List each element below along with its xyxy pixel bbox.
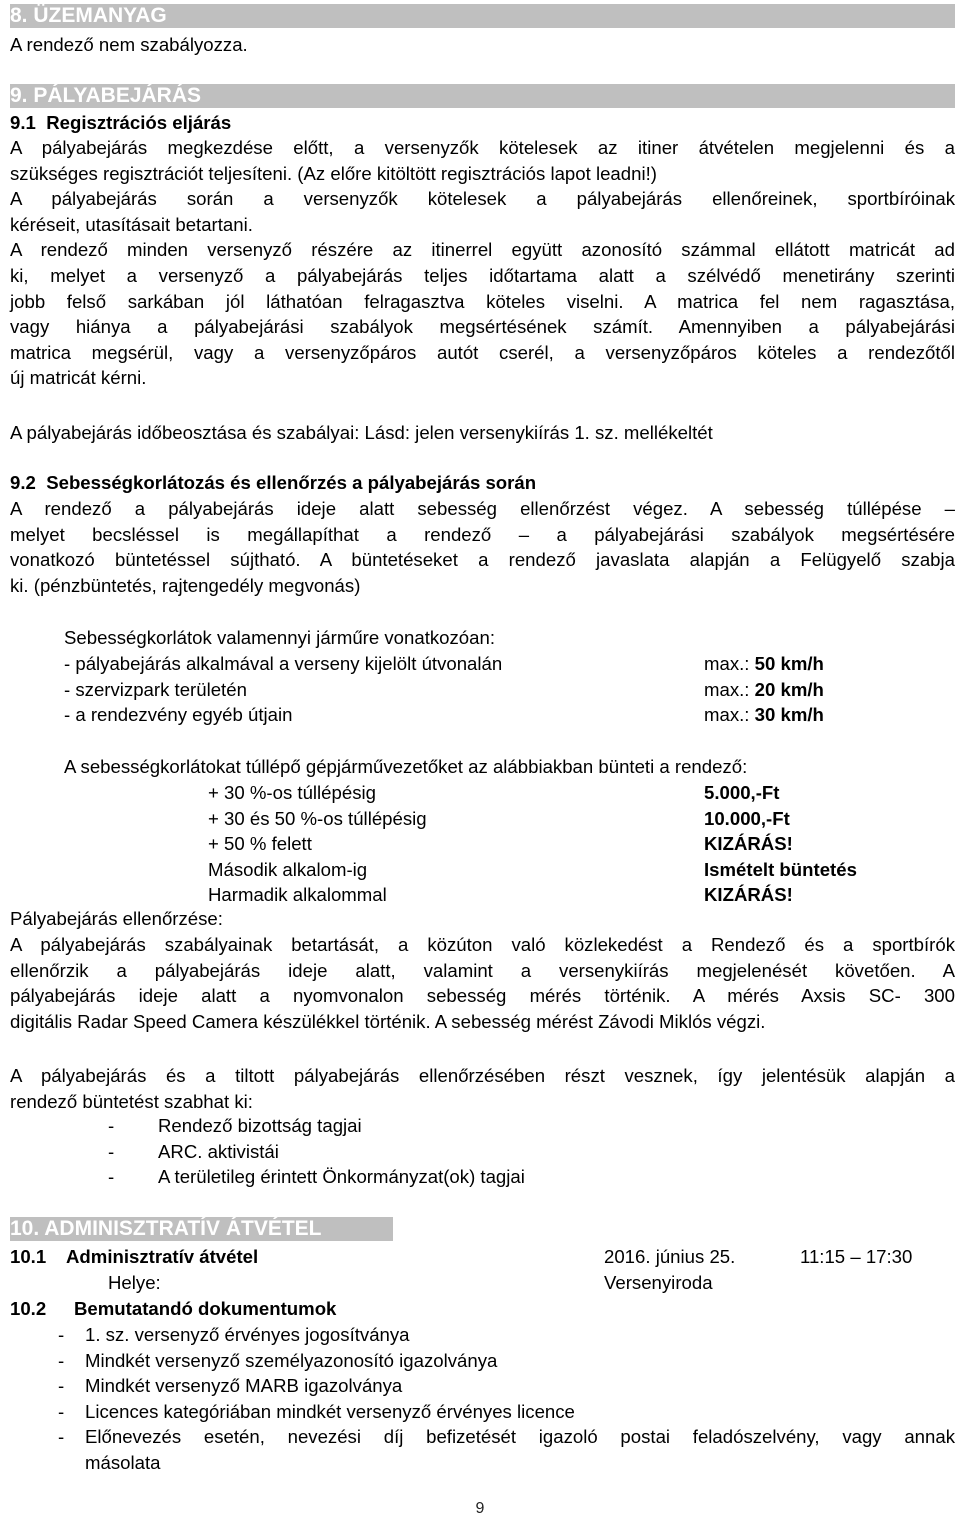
subsection-title: Bemutatandó dokumentumok [74,1298,337,1319]
limit-label: - a rendezvény egyéb útjain [64,704,293,726]
text-line: vagy hiánya a pályabejárási szabályok megsértésének számít. Amennyiben a pályabejárási [10,316,955,338]
limit-label: - szervizpark területén [64,678,247,700]
section-10-heading: 10. ADMINISZTRATÍV ÁTVÉTEL [10,1217,393,1241]
subsection-title: Adminisztratív átvétel [66,1246,259,1267]
list-item-continuation [58,1450,955,1476]
text-line: matrica megsérül, vagy a versenyzőpáros autót cserél, a versenyzőpáros köteles a rendezőtől [10,341,955,363]
speed-limit-row [64,702,924,728]
penalty-value: 10.000,-Ft [704,807,790,829]
text-line: jobb felső sarkában jól láthatóan felragasztva köteles viselni. A matrica fel nem ragasztása, [10,290,955,312]
reporters-list [108,1113,525,1190]
list-item: - ARC. aktivistái [108,1139,525,1165]
speed-limits-list [64,651,924,728]
text-line: A pályabejárás és a tiltott pályabejárás ellenőrzésében részt vesznek, így jelentésük alapján a [10,1065,955,1086]
list-item: - A területileg érintett Önkormányzat(ok) tagjai [108,1164,525,1190]
text-line: melyet becsléssel is megállapíthat a rendező – a pályabejárási szabályok megsértésére [10,523,955,545]
text-line: új matricát kérni. [10,367,147,389]
speed-limit-row [64,651,924,677]
subsection-9-2-title: 9.2 Sebességkorlátozás és ellenőrzés a pályabejárás során [10,472,537,493]
penalty-row [208,857,908,883]
penalty-value: KIZÁRÁS! [704,884,793,906]
place-label: Helye: [108,1272,161,1293]
text-line: digitális Radar Speed Camera készülékkel történik. A sebesség mérést Závodi Miklós végzi. [10,1010,766,1032]
penalty-value: KIZÁRÁS! [704,833,793,855]
list-item: - Mindkét versenyző személyazonosító igazolványa [58,1348,955,1374]
limit-value: 30 km/h [754,704,824,726]
paragraph-check [10,932,955,1034]
paragraph-reporters [10,1063,955,1114]
text-line: A pályabejárás szabályainak betartását, a közúton való közlekedést a Rendező és a sportbírók [10,934,955,955]
section-8-heading: 8. ÜZEMANYAG [10,4,955,28]
limit-value: 50 km/h [754,653,824,674]
subsection-10-2 [10,1296,336,1322]
text-line: ellenőrzik a pályabejárás ideje alatt, valamint a versenykiírás megjelenését követően. A [10,959,955,981]
list-item-text: Mindkét versenyző MARB igazolványa [85,1375,403,1397]
section-9-heading: 9. PÁLYABEJÁRÁS [10,84,955,108]
text-line: ki. (pénzbüntetés, rajtengedély megvonás) [10,574,361,596]
paragraph-speed-control [10,496,955,598]
text-line: A rendező a pályabejárás ideje alatt sebesség ellenőrzést végez. A sebesség túllépése – [10,498,955,519]
subsection-9-1-title: 9.1 Regisztrációs eljárás [10,112,232,133]
penalty-label: Harmadik alkalommal [208,884,387,906]
list-item-text: Licences kategóriában mindkét versenyző érvényes licence [85,1400,575,1422]
penalty-row [208,831,908,857]
list-item-text: A területileg érintett Önkormányzat(ok) tagjai [158,1166,525,1188]
list-item: - 1. sz. versenyző érvényes jogosítványa [58,1322,955,1348]
text-line: rendező büntetést szabhat ki: [10,1090,253,1112]
penalty-title: A sebességkorlátokat túllépő gépjárművezetőket az alábbiakban bünteti a rendező: [64,756,748,777]
limit-value: 20 km/h [754,678,824,700]
text-line: A pályabejárás megkezdése előtt, a versenyzők kötelesek az itiner átvételen megjelenni és a [10,137,955,158]
admin-place-row [108,1270,713,1296]
list-item: - Licences kategóriában mindkét versenyző érvényes licence [58,1399,955,1425]
text-line: kéréseit, utasításait betartani. [10,213,253,235]
penalty-label: + 30 és 50 %-os túllépésig [208,807,427,829]
list-item-text: Mindkét versenyző személyazonosító igazolványa [85,1349,498,1371]
speed-limit-row [64,677,924,703]
subsection-number: 10.2 [10,1298,47,1319]
penalty-row [208,780,908,806]
list-item-text: Rendező bizottság tagjai [158,1115,362,1136]
speed-limits-title: Sebességkorlátok valamennyi járműre vonatkozóan: [64,627,495,648]
list-item-text: másolata [85,1451,161,1473]
list-item-text: 1. sz. versenyző érvényes jogosítványa [85,1324,410,1345]
page-number: 9 [475,1500,485,1517]
text-line: pályabejárás ideje alatt a nyomvonalon sebesség mérés történik. A mérés Axsis SC- 300 [10,985,955,1007]
limit-label: - pályabejárás alkalmával a verseny kijelölt útvonalán [64,653,503,674]
subsection-10-1 [10,1244,955,1270]
admin-time: 11:15 – 17:30 [800,1246,913,1267]
section-8-text: A rendező nem szabályozza. [10,34,248,55]
penalty-row [208,882,908,908]
list-item: - Rendező bizottság tagjai [108,1113,525,1139]
documents-list [58,1322,955,1476]
limit-prefix: max.: [704,653,755,674]
text-line: vonatkozó büntetéssel sújtható. A büntetéseket a rendező javaslata alapján a Felügyelő szabja [10,549,955,571]
paragraph-schedule: A pályabejárás időbeosztása és szabályai: Lásd: jelen versenykiírás 1. sz. mellékeltét [10,422,713,443]
list-item: - Előnevezés esetén, nevezési díj befizetését igazoló postai feladószelvény, vagy annak [58,1424,955,1450]
text-line: szükséges regisztrációt teljesíteni. (Az előre kitöltött regisztrációs lapot leadni!) [10,162,657,184]
penalty-row [208,806,908,832]
admin-date: 2016. június 25. [604,1246,736,1267]
penalty-label: + 50 % felett [208,833,312,855]
penalty-list [208,780,908,908]
list-item: - Mindkét versenyző MARB igazolványa [58,1373,955,1399]
subsection-number: 10.1 [10,1246,47,1267]
penalty-value: Ismételt büntetés [704,858,857,880]
text-line: A pályabejárás során a versenyzők kötelesek a pályabejárás ellenőreinek, sportbíróinak [10,188,955,210]
penalty-label: + 30 %-os túllépésig [208,782,376,803]
text-line: ki, melyet a versenyző a pályabejárás teljes időtartama alatt a szélvédő menetirány szerinti [10,264,955,286]
limit-prefix: max.: [704,704,755,726]
penalty-label: Második alkalom-ig [208,858,368,880]
penalty-value: 5.000,-Ft [704,782,780,803]
text-line: A rendező minden versenyző részére az itinerrel együtt azonosító számmal ellátott matricát ad [10,239,955,261]
list-item-text: ARC. aktivistái [158,1140,279,1162]
place-value: Versenyiroda [604,1272,713,1293]
list-item-text: Előnevezés esetén, nevezési díj befizetését igazoló postai feladószelvény, vagy annak [85,1426,955,1448]
limit-prefix: max.: [704,678,755,700]
paragraph-registration [10,135,955,391]
check-title: Pályabejárás ellenőrzése: [10,908,223,929]
